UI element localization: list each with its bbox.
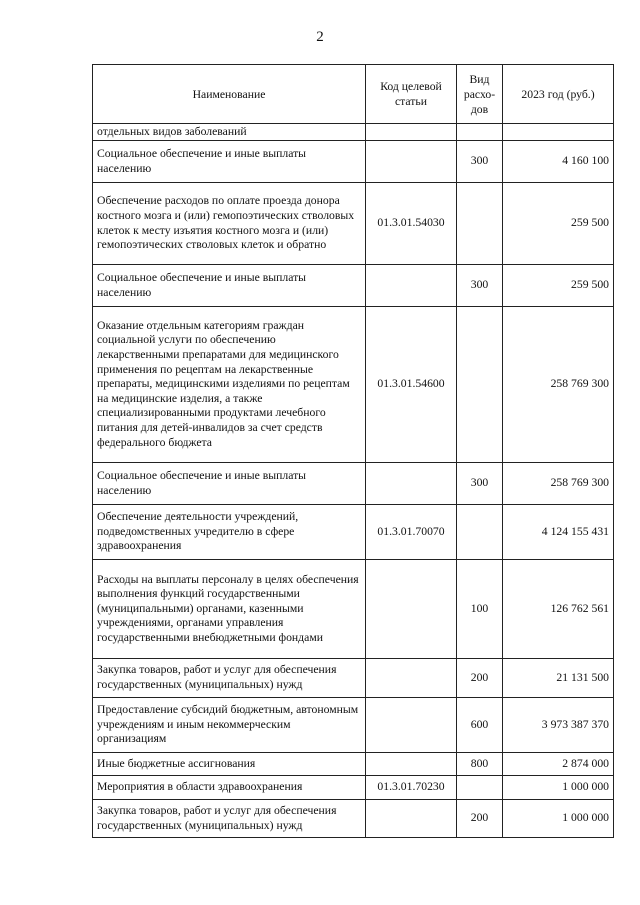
row-name: Социальное обеспечение и иные выплаты населению (93, 265, 366, 307)
row-type: 300 (457, 141, 503, 183)
row-code: 01.3.01.70070 (366, 505, 457, 560)
table-row (93, 265, 614, 307)
row-type (457, 124, 503, 141)
row-code (366, 800, 457, 838)
table-row (93, 505, 614, 560)
row-type: 300 (457, 463, 503, 505)
table-row (93, 307, 614, 463)
row-code (366, 659, 457, 698)
row-sum: 258 769 300 (503, 463, 614, 505)
table-row (93, 124, 614, 141)
row-name: Закупка товаров, работ и услуг для обеспечения государственных (муниципальных) нужд (93, 659, 366, 698)
row-sum: 2 874 000 (503, 753, 614, 776)
table-row (93, 659, 614, 698)
row-type (457, 183, 503, 265)
row-code (366, 560, 457, 659)
header-sum: 2023 год (руб.) (503, 65, 614, 124)
row-sum: 4 160 100 (503, 141, 614, 183)
row-code: 01.3.01.70230 (366, 776, 457, 800)
row-sum: 259 500 (503, 183, 614, 265)
header-name: Наименование (93, 65, 366, 124)
table-row (93, 698, 614, 753)
row-code (366, 463, 457, 505)
row-name: Социальное обеспечение и иные выплаты населению (93, 463, 366, 505)
row-type: 100 (457, 560, 503, 659)
row-name: Обеспечение деятельности учреждений, подведомственных учредителю в сфере здравоохранения (93, 505, 366, 560)
row-code (366, 141, 457, 183)
row-name: Предоставление субсидий бюджетным, автономным учреждениям и иным некоммерческим организациям (93, 698, 366, 753)
row-code (366, 124, 457, 141)
budget-table (92, 64, 614, 838)
header-code: Код целевой статьи (366, 65, 457, 124)
row-type: 200 (457, 800, 503, 838)
row-name: Расходы на выплаты персоналу в целях обеспечения выполнения функций государственными (муниципальными) органами, казенными учреждениями, органами управления государственными внебюджетными фондами (93, 560, 366, 659)
row-sum: 1 000 000 (503, 800, 614, 838)
row-name: отдельных видов заболеваний (93, 124, 366, 141)
row-type: 300 (457, 265, 503, 307)
row-sum: 258 769 300 (503, 307, 614, 463)
row-sum: 4 124 155 431 (503, 505, 614, 560)
row-sum: 1 000 000 (503, 776, 614, 800)
row-name: Оказание отдельным категориям граждан социальной услуги по обеспечению лекарственными препаратами для медицинского применения по рецептам на лекарственные препараты, медицинскими изделиями по рецептам на медицинские изделия, а также специализированными продуктами лечебного питания для детей-инвалидов за счет средств федерального бюджета (93, 307, 366, 463)
row-type: 800 (457, 753, 503, 776)
table-row (93, 560, 614, 659)
row-sum: 3 973 387 370 (503, 698, 614, 753)
row-sum: 259 500 (503, 265, 614, 307)
row-type (457, 776, 503, 800)
row-name: Закупка товаров, работ и услуг для обеспечения государственных (муниципальных) нужд (93, 800, 366, 838)
row-code (366, 698, 457, 753)
row-code (366, 753, 457, 776)
row-code: 01.3.01.54600 (366, 307, 457, 463)
table-row (93, 776, 614, 800)
row-name: Иные бюджетные ассигнования (93, 753, 366, 776)
table-row (93, 183, 614, 265)
row-name: Обеспечение расходов по оплате проезда донора костного мозга и (или) гемопоэтических стволовых клеток к месту изъятия костного мозга и (или) гемопоэтических стволовых клеток и обратно (93, 183, 366, 265)
row-type: 600 (457, 698, 503, 753)
row-code: 01.3.01.54030 (366, 183, 457, 265)
row-sum: 21 131 500 (503, 659, 614, 698)
table-row (93, 753, 614, 776)
header-type: Вид расхо-дов (457, 65, 503, 124)
row-code (366, 265, 457, 307)
row-name: Мероприятия в области здравоохранения (93, 776, 366, 800)
table-row (93, 800, 614, 838)
table-header-row (93, 65, 614, 124)
row-sum: 126 762 561 (503, 560, 614, 659)
page-number: 2 (316, 29, 324, 45)
row-type (457, 505, 503, 560)
table-row (93, 463, 614, 505)
row-sum (503, 124, 614, 141)
row-type (457, 307, 503, 463)
table-row (93, 141, 614, 183)
row-type: 200 (457, 659, 503, 698)
row-name: Социальное обеспечение и иные выплаты населению (93, 141, 366, 183)
